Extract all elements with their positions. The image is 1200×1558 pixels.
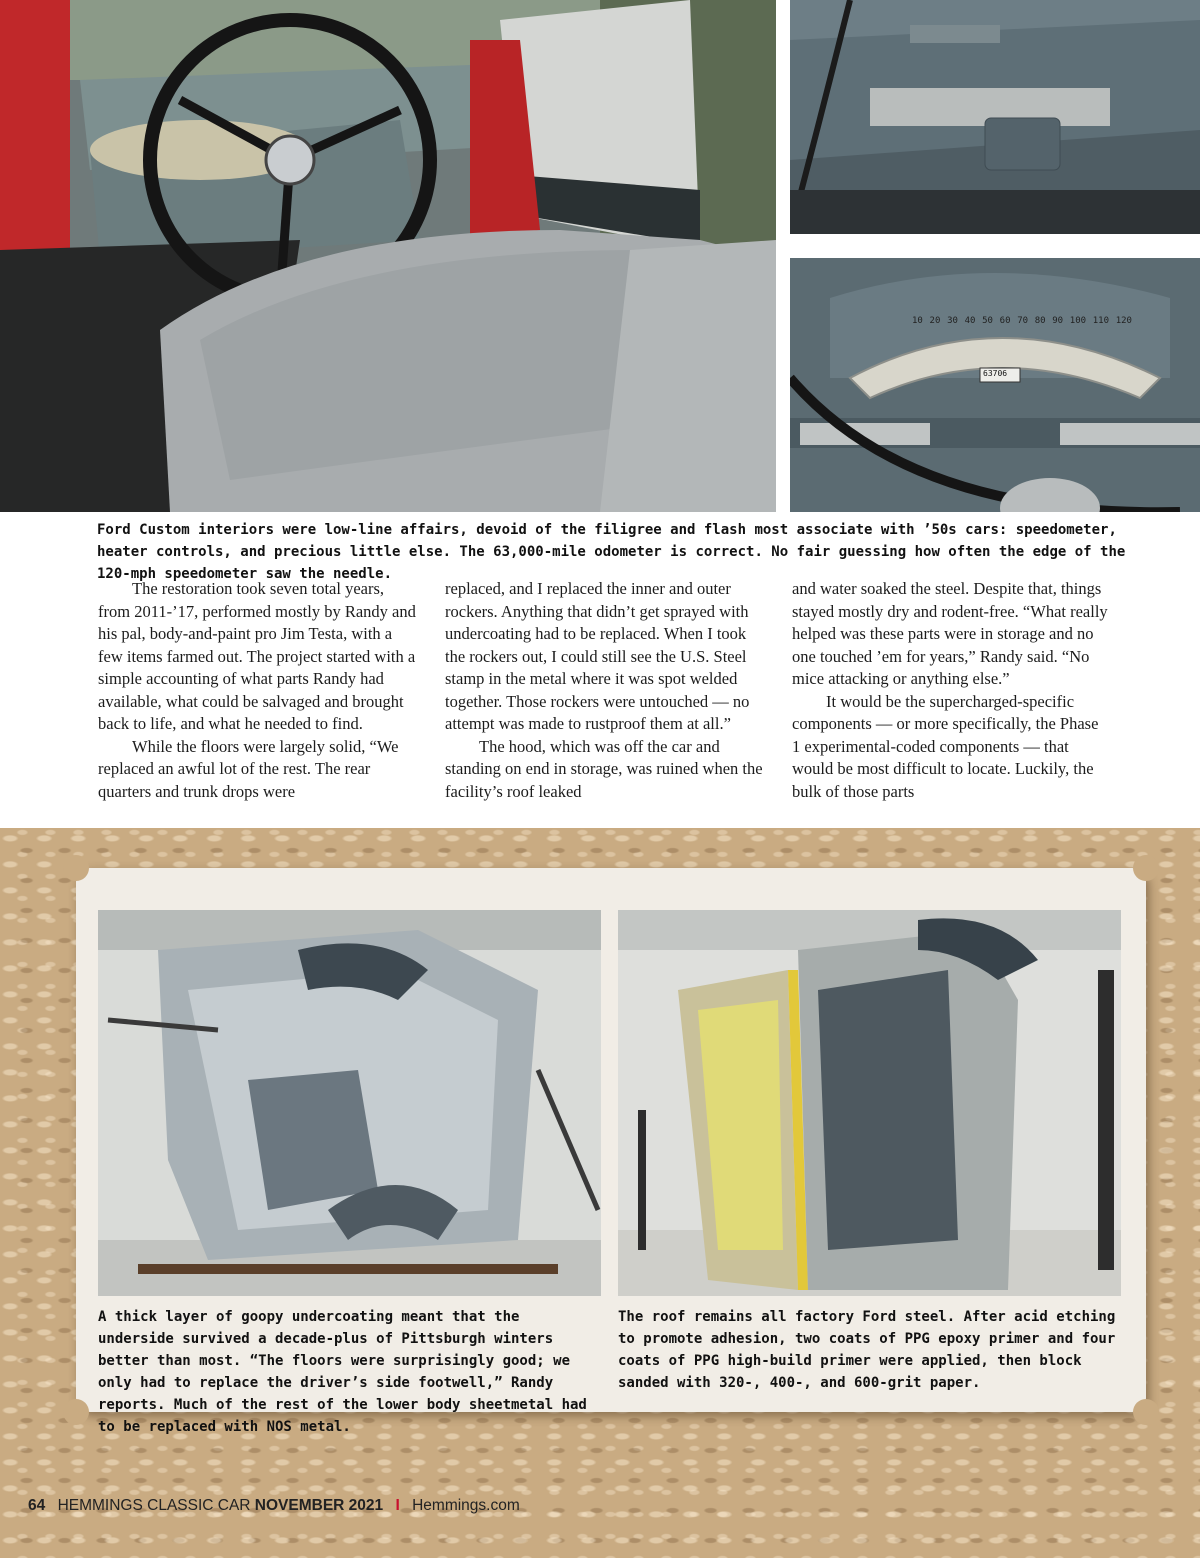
speedo-tick: 50 bbox=[982, 316, 993, 326]
odometer: 63706 bbox=[983, 369, 1008, 378]
photo-interior-seat bbox=[0, 0, 776, 512]
footer-separator: I bbox=[395, 1497, 400, 1514]
speedo-tick: 120 bbox=[1115, 316, 1132, 326]
speedo-tick: 110 bbox=[1092, 316, 1109, 326]
body-column-2 bbox=[445, 578, 763, 803]
paragraph: and water soaked the steel. Despite that, things stayed mostly dry and rodent-free. “What really helped was these parts were in storage and no one touched ’em for years,” Randy said. “No mice attacking or anything else.” bbox=[792, 579, 1108, 688]
page-footer bbox=[28, 1497, 520, 1515]
photo-body-underside bbox=[98, 910, 601, 1296]
magazine-name: HEMMINGS CLASSIC CAR bbox=[57, 1497, 251, 1514]
page-number: 64 bbox=[28, 1497, 46, 1514]
photo-card bbox=[76, 868, 1146, 1435]
speedo-tick: 60 bbox=[999, 316, 1011, 326]
speedo-tick: 30 bbox=[947, 316, 958, 326]
speedo-tick: 40 bbox=[964, 316, 976, 326]
speedo-tick: 100 bbox=[1069, 316, 1087, 326]
photo-body-shell-primer bbox=[618, 910, 1121, 1296]
speedo-tick: 80 bbox=[1034, 316, 1046, 326]
caption-top: Ford Custom interiors were low-line affairs, devoid of the filigree and flash most associate with ’50s cars: speedometer, heater controls, and precious little else. The 63,000-mile odometer is correct. No fair guessing how often the edge of the 120-mph speedometer saw the needle. bbox=[97, 522, 1126, 582]
speedo-tick: 90 bbox=[1052, 316, 1064, 326]
body-column-1 bbox=[98, 578, 416, 803]
speedo-tick: 10 bbox=[912, 316, 923, 326]
paragraph: It would be the supercharged-specific components — or more specifically, the Phase 1 experimental-coded components — that would be most difficult to locate. Luckily, the bulk of those parts bbox=[792, 691, 1099, 801]
photo-speedometer bbox=[790, 258, 1200, 512]
speedo-tick: 70 bbox=[1017, 316, 1029, 326]
paragraph: replaced, and I replaced the inner and outer rockers. Anything that didn’t get sprayed with undercoating had to be replaced. When I took the rockers out, I could still see the U.S. Steel stamp in the metal where it was spot welded together. Those rockers were untouched — no attempt was made to rustproof them at all.” bbox=[445, 579, 750, 733]
website-link[interactable]: Hemmings.com bbox=[412, 1497, 520, 1514]
caption-bottom-left: A thick layer of goopy undercoating meant that the underside survived a decade-plus of Pittsburgh winters better than most. “The floors were surprisingly good; we only had to replace the driver’s side footwell,” Randy reports. Much of the rest of the lower body sheetmetal had to be replaced with NOS metal. bbox=[98, 1309, 587, 1435]
paragraph: While the floors were largely solid, “We replaced an awful lot of the rest. The rear quarters and trunk drops were bbox=[98, 736, 399, 801]
body-column-3 bbox=[792, 578, 1110, 803]
speedo-tick: 20 bbox=[929, 316, 941, 326]
paragraph: The restoration took seven total years, from 2011-’17, performed mostly by Randy and his pal, body-and-paint pro Jim Testa, with a few items farmed out. The project started with a simple accounting of what parts Randy had available, what could be salvaged and brought back to life, and what he needed to find. bbox=[98, 579, 416, 733]
issue-date: NOVEMBER 2021 bbox=[254, 1497, 384, 1514]
caption-bottom-right: The roof remains all factory Ford steel. After acid etching to promote adhesion, two coats of PPG epoxy primer and four coats of PPG high-build primer were applied, then block sanded with 320-, 400-, and 600-grit paper. bbox=[618, 1309, 1116, 1391]
photo-dashboard-glovebox bbox=[790, 0, 1200, 234]
paragraph: The hood, which was off the car and standing on end in storage, was ruined when the facility’s roof leaked bbox=[445, 736, 763, 801]
speedometer-ticks bbox=[912, 316, 1132, 326]
